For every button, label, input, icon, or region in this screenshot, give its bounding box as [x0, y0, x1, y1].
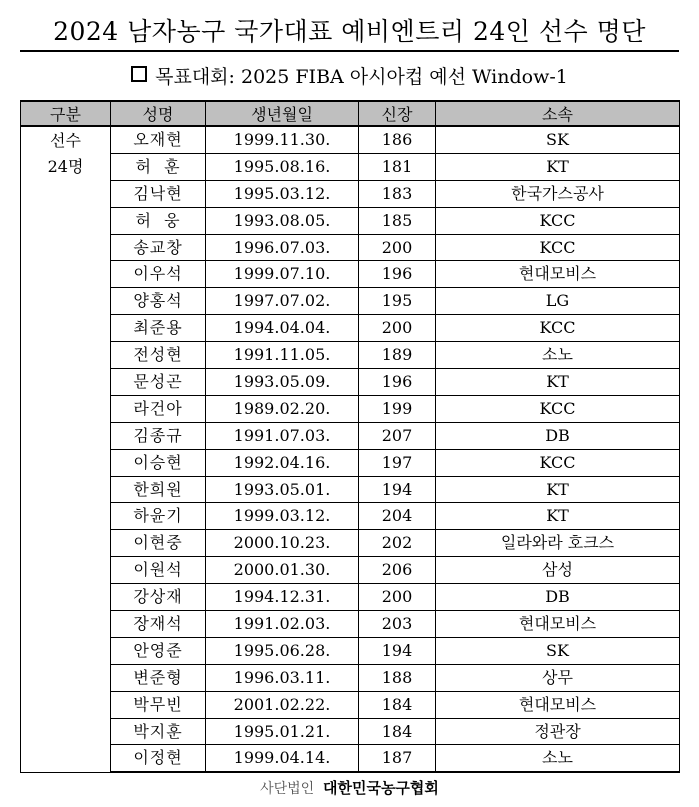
- cell-team: 삼성: [436, 557, 680, 584]
- cell-team: 한국가스공사: [436, 180, 680, 207]
- cell-team: KCC: [436, 449, 680, 476]
- footer-org-name: 대한민국농구협회: [322, 779, 439, 797]
- cell-birthdate: 1999.03.12.: [206, 503, 359, 530]
- cell-name: 허 웅: [111, 207, 206, 234]
- cell-name: 이우석: [111, 261, 206, 288]
- cell-name: 이원석: [111, 557, 206, 584]
- roster-body: [21, 126, 680, 772]
- group-label: [21, 126, 111, 772]
- table-row: [21, 664, 680, 691]
- footer-org-type: 사단법인: [260, 781, 315, 797]
- cell-birthdate: 2001.02.22.: [206, 691, 359, 718]
- cell-name: 강상재: [111, 584, 206, 611]
- cell-team: 상무: [436, 664, 680, 691]
- cell-height: 188: [359, 664, 436, 691]
- cell-birthdate: 1991.11.05.: [206, 342, 359, 369]
- cell-height: 186: [359, 126, 436, 153]
- cell-height: 206: [359, 557, 436, 584]
- table-row: [21, 503, 680, 530]
- checkbox-square-icon: [131, 66, 147, 82]
- cell-height: 196: [359, 261, 436, 288]
- cell-birthdate: 1994.12.31.: [206, 584, 359, 611]
- cell-name: 박지훈: [111, 718, 206, 745]
- cell-name: 이승현: [111, 449, 206, 476]
- group-label-line2: 24명: [47, 157, 84, 176]
- cell-birthdate: 1995.06.28.: [206, 637, 359, 664]
- cell-birthdate: 1991.07.03.: [206, 422, 359, 449]
- roster-table: [20, 100, 680, 773]
- title-divider: [20, 50, 679, 52]
- table-row: [21, 369, 680, 396]
- cell-name: 문성곤: [111, 369, 206, 396]
- cell-height: 184: [359, 718, 436, 745]
- cell-birthdate: 1994.04.04.: [206, 315, 359, 342]
- cell-name: 박무빈: [111, 691, 206, 718]
- cell-height: 207: [359, 422, 436, 449]
- table-row: [21, 207, 680, 234]
- cell-team: 현대모비스: [436, 691, 680, 718]
- cell-name: 오재현: [111, 126, 206, 153]
- cell-name: 김종규: [111, 422, 206, 449]
- cell-team: DB: [436, 422, 680, 449]
- table-row: [21, 153, 680, 180]
- cell-height: 200: [359, 234, 436, 261]
- table-row: [21, 315, 680, 342]
- page-title: 2024 남자농구 국가대표 예비엔트리 24인 선수 명단: [53, 17, 646, 46]
- cell-birthdate: 1995.01.21.: [206, 718, 359, 745]
- cell-height: 185: [359, 207, 436, 234]
- header-team: 소속: [436, 101, 680, 126]
- table-row: [21, 288, 680, 315]
- cell-height: 194: [359, 637, 436, 664]
- cell-team: 일라와라 호크스: [436, 530, 680, 557]
- cell-birthdate: 1999.07.10.: [206, 261, 359, 288]
- cell-height: 195: [359, 288, 436, 315]
- table-row: [21, 476, 680, 503]
- cell-team: 정관장: [436, 718, 680, 745]
- group-label-line1: 선수: [50, 131, 81, 150]
- cell-birthdate: 1999.11.30.: [206, 126, 359, 153]
- cell-birthdate: 2000.01.30.: [206, 557, 359, 584]
- header-category: 구분: [21, 101, 111, 126]
- cell-height: 194: [359, 476, 436, 503]
- cell-name: 허 훈: [111, 153, 206, 180]
- cell-height: 204: [359, 503, 436, 530]
- header-birthdate: 생년월일: [206, 101, 359, 126]
- cell-height: 199: [359, 395, 436, 422]
- table-row: [21, 261, 680, 288]
- cell-team: KCC: [436, 315, 680, 342]
- cell-birthdate: 1989.02.20.: [206, 395, 359, 422]
- cell-name: 송교창: [111, 234, 206, 261]
- table-row: [21, 342, 680, 369]
- cell-team: 현대모비스: [436, 611, 680, 638]
- cell-team: KT: [436, 369, 680, 396]
- table-row: [21, 691, 680, 718]
- cell-name: 최준용: [111, 315, 206, 342]
- table-row: [21, 584, 680, 611]
- cell-birthdate: 1995.03.12.: [206, 180, 359, 207]
- table-row: [21, 422, 680, 449]
- cell-height: 202: [359, 530, 436, 557]
- cell-birthdate: 1992.04.16.: [206, 449, 359, 476]
- cell-team: SK: [436, 126, 680, 153]
- cell-name: 한희원: [111, 476, 206, 503]
- cell-team: KCC: [436, 234, 680, 261]
- cell-birthdate: 1993.08.05.: [206, 207, 359, 234]
- cell-name: 변준형: [111, 664, 206, 691]
- subtitle-text: 목표대회: 2025 FIBA 아시아컵 예선 Window-1: [155, 66, 568, 88]
- cell-team: 소노: [436, 745, 680, 772]
- cell-name: 이정현: [111, 745, 206, 772]
- cell-team: KCC: [436, 207, 680, 234]
- cell-name: 이현중: [111, 530, 206, 557]
- cell-birthdate: 1993.05.09.: [206, 369, 359, 396]
- cell-team: KCC: [436, 395, 680, 422]
- table-row: [21, 530, 680, 557]
- cell-team: LG: [436, 288, 680, 315]
- table-row: [21, 180, 680, 207]
- subtitle: [0, 62, 699, 89]
- table-row: [21, 718, 680, 745]
- cell-team: 소노: [436, 342, 680, 369]
- cell-height: 200: [359, 584, 436, 611]
- cell-name: 하윤기: [111, 503, 206, 530]
- cell-team: DB: [436, 584, 680, 611]
- cell-birthdate: 1993.05.01.: [206, 476, 359, 503]
- cell-name: 전성현: [111, 342, 206, 369]
- cell-birthdate: 1991.02.03.: [206, 611, 359, 638]
- cell-name: 양홍석: [111, 288, 206, 315]
- cell-team: KT: [436, 153, 680, 180]
- cell-team: KT: [436, 476, 680, 503]
- cell-name: 김낙현: [111, 180, 206, 207]
- table-row: [21, 395, 680, 422]
- table-row: [21, 611, 680, 638]
- table-row: [21, 557, 680, 584]
- cell-team: 현대모비스: [436, 261, 680, 288]
- table-row: [21, 126, 680, 153]
- table-row: [21, 234, 680, 261]
- footer: [0, 777, 699, 798]
- cell-name: 안영준: [111, 637, 206, 664]
- table-row: [21, 449, 680, 476]
- cell-height: 181: [359, 153, 436, 180]
- cell-height: 203: [359, 611, 436, 638]
- table-header-row: [21, 101, 680, 126]
- cell-name: 장재석: [111, 611, 206, 638]
- header-height: 신장: [359, 101, 436, 126]
- table-row: [21, 745, 680, 772]
- cell-birthdate: 1996.03.11.: [206, 664, 359, 691]
- cell-name: 라건아: [111, 395, 206, 422]
- cell-height: 184: [359, 691, 436, 718]
- cell-birthdate: 2000.10.23.: [206, 530, 359, 557]
- cell-height: 196: [359, 369, 436, 396]
- cell-team: KT: [436, 503, 680, 530]
- cell-height: 183: [359, 180, 436, 207]
- cell-height: 189: [359, 342, 436, 369]
- cell-birthdate: 1999.04.14.: [206, 745, 359, 772]
- cell-height: 197: [359, 449, 436, 476]
- cell-birthdate: 1996.07.03.: [206, 234, 359, 261]
- header-name: 성명: [111, 101, 206, 126]
- cell-birthdate: 1995.08.16.: [206, 153, 359, 180]
- cell-birthdate: 1997.07.02.: [206, 288, 359, 315]
- cell-team: SK: [436, 637, 680, 664]
- table-row: [21, 637, 680, 664]
- cell-height: 200: [359, 315, 436, 342]
- cell-height: 187: [359, 745, 436, 772]
